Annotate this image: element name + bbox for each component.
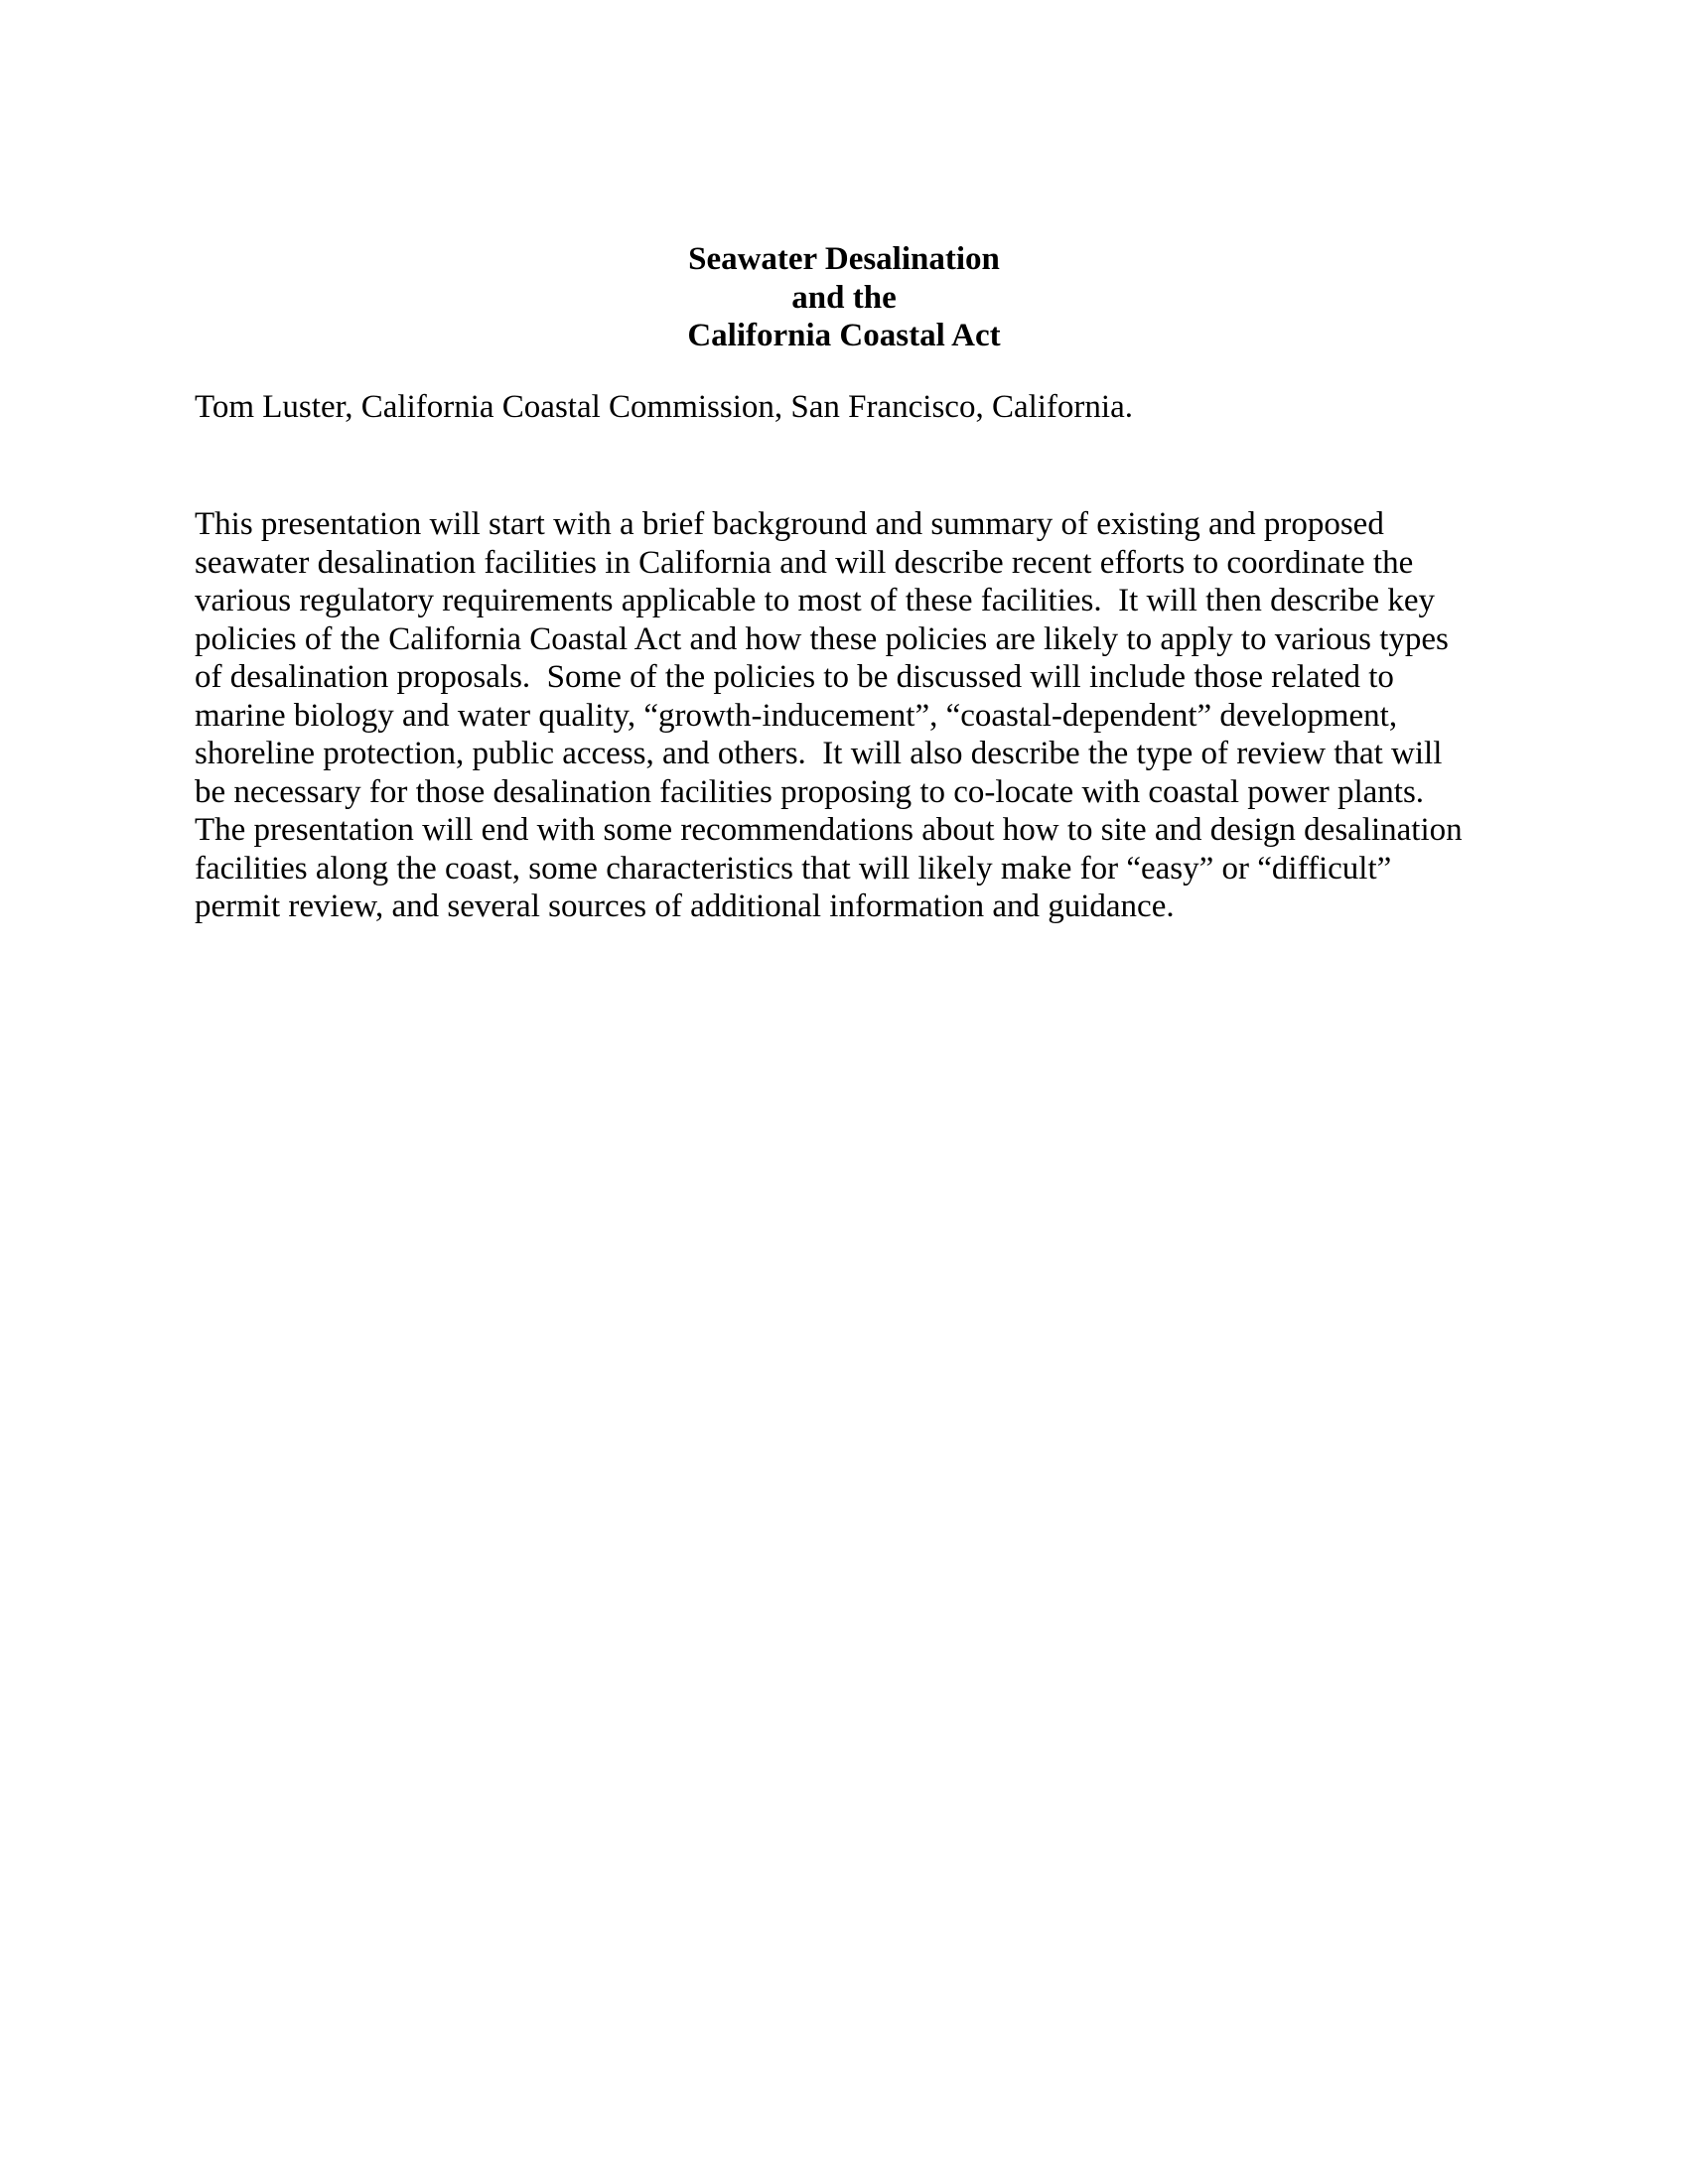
author-line: Tom Luster, California Coastal Commission, San Francisco, California. xyxy=(195,389,1133,425)
abstract-line: of desalination proposals. Some of the policies to be discussed will include those related to xyxy=(195,659,1394,695)
abstract-line: shoreline protection, public access, and others. It will also describe the type of review that will xyxy=(195,736,1443,771)
abstract-line: facilities along the coast, some characteristics that will likely make for “easy” or “difficult” xyxy=(195,850,1392,887)
title-line-2: and the xyxy=(791,279,897,316)
abstract-line: various regulatory requirements applicable to most of these facilities. It will then describe key xyxy=(195,583,1436,618)
abstract-line: permit review, and several sources of additional information and guidance. xyxy=(195,888,1175,924)
abstract-line: policies of the California Coastal Act and how these policies are likely to apply to various types xyxy=(195,620,1449,657)
abstract-line: The presentation will end with some recommendations about how to site and design desalination xyxy=(195,812,1463,848)
title-line-1: Seawater Desalination xyxy=(688,241,1000,277)
title-line-3: California Coastal Act xyxy=(687,318,1001,353)
abstract-line: This presentation will start with a brief background and summary of existing and proposed xyxy=(195,506,1384,542)
document-title xyxy=(189,240,1499,355)
abstract-line: seawater desalination facilities in California and will describe recent efforts to coordinate the xyxy=(195,544,1414,581)
abstract-paragraph xyxy=(195,505,1525,926)
abstract-line: marine biology and water quality, “growth-inducement”, “coastal-dependent” development, xyxy=(195,697,1398,734)
abstract-line: be necessary for those desalination facilities proposing to co-locate with coastal power plants. xyxy=(195,773,1425,810)
